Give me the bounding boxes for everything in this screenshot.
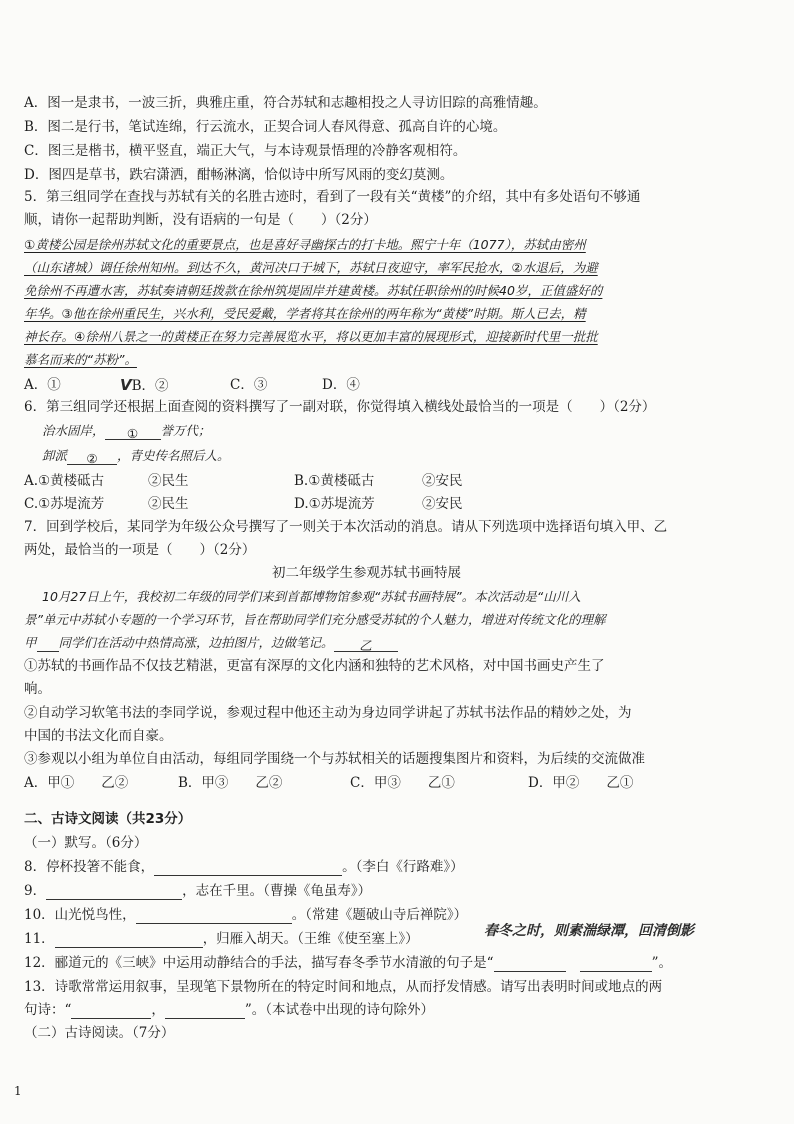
q7-news-title: 初二年级学生参观苏轼书画特展 bbox=[272, 565, 461, 581]
q5-passage-line-3: 免徐州不再遭水害，苏轼奏请朝廷拨款在徐州筑堤固岸并建黄楼。苏轼任职徐州的时候40岁，正值盛好的 bbox=[24, 283, 603, 298]
q5-passage-line-2: （山东诸城）调任徐州知州。到达不久，黄河决口于城下，苏轼日夜迎守，率军民抢水，②水退后，为避 bbox=[24, 260, 598, 275]
q5-option-a: A．① bbox=[24, 377, 61, 393]
q13-prompt: 句诗：“ bbox=[24, 1002, 72, 1018]
q7-news-line-3 bbox=[24, 634, 398, 652]
q7-stem-2: 两处，最恰当的一项是（ ）（2分） bbox=[24, 542, 256, 558]
q4-option-c: C．图三是楷书，横平竖直，端正大气，与本诗观景悟理的冷静客观相符。 bbox=[24, 143, 467, 159]
q5-passage-line-5: 神长存。④徐州八景之一的黄楼正在努力完善展览水平，将以更加丰富的展现形式，迎接新时代里一批批 bbox=[24, 329, 598, 344]
couplet-1-start: 治水固岸， bbox=[42, 423, 105, 438]
q6-option-a1: A.①黄楼砥古 bbox=[24, 473, 105, 489]
q9-source: ，志在千里。（曹操《龟虽寿》） bbox=[182, 883, 372, 899]
q12-blank-1[interactable] bbox=[494, 957, 566, 972]
q13-end: ”。（本试卷中出现的诗句除外） bbox=[244, 1002, 435, 1018]
q11-number: 11． bbox=[24, 931, 55, 947]
q5-stem-1: 5．第三组同学在查找与苏轼有关的名胜古迹时，看到了一段有关“黄楼”的介绍，其中有多处语句不够通 bbox=[24, 189, 641, 205]
q7-news-line-1: 10月27日上午，我校初二年级的同学们来到首都博物馆参观“苏轼书画特展”。本次活动是“山川入 bbox=[42, 589, 581, 604]
q8-prompt: 8．停杯投箸不能食， bbox=[24, 859, 155, 875]
q12-prompt: 12．郦道元的《三峡》中运用动静结合的手法，描写春冬季节水清澈的句子是“ bbox=[24, 955, 494, 971]
q13-line-2 bbox=[24, 1001, 434, 1019]
q11-source: ，归雁入胡天。（王维《使至塞上》） bbox=[202, 931, 419, 947]
q7-option-d: D．甲② 乙① bbox=[528, 775, 634, 791]
q13-blank-1[interactable] bbox=[71, 1004, 151, 1019]
page-number: 1 bbox=[14, 1084, 22, 1098]
check-mark: V bbox=[120, 376, 132, 394]
news-blank-yi-label: 乙 bbox=[359, 638, 372, 653]
exam-page bbox=[24, 0, 774, 1124]
q6-option-b1: B.①黄楼砥古 bbox=[294, 473, 375, 489]
q13-blank-2[interactable] bbox=[165, 1004, 245, 1019]
q5-option-c: C．③ bbox=[230, 377, 268, 393]
news-line-3-text: 同学们在活动中热情高涨，边拍图片，边做笔记。 bbox=[58, 635, 334, 650]
q6-option-d1: D.①苏堤流芳 bbox=[294, 496, 375, 512]
q7-item-2a: ②自动学习软笔书法的李同学说，参观过程中他还主动为身边同学讲起了苏轼书法作品的精妙之处，为 bbox=[24, 705, 632, 721]
q5-passage-line-4: 年华。③他在徐州重民生，兴水利，受民爱戴，学者将其在徐州的两年称为“黄楼”时期。斯人已去，精 bbox=[24, 306, 586, 321]
couplet-2-blank: ② bbox=[86, 451, 98, 466]
q4-option-d: D．图四是草书，跌宕潇洒，酣畅淋漓，恰似诗中所写风雨的变幻莫测。 bbox=[24, 167, 454, 183]
q6-option-c2: ②民生 bbox=[148, 496, 189, 512]
q13-line-1: 13．诗歌常常运用叙事，呈现笔下景物所在的特定时间和地点，从而抒发情感。请写出表明时间或地点的两 bbox=[24, 979, 663, 995]
q9-answer-blank[interactable] bbox=[46, 885, 182, 900]
q5-option-d: D．④ bbox=[322, 377, 360, 393]
section-2-title: 二、古诗文阅读（共23分） bbox=[24, 811, 192, 827]
q6-stem: 6．第三组同学还根据上面查阅的资料撰写了一副对联，你觉得填入横线处最恰当的一项是（ ）（2分） bbox=[24, 399, 656, 415]
section-2-sub-2: （二）古诗阅读。（7分） bbox=[24, 1025, 175, 1041]
couplet-2-start: 卸派 bbox=[42, 448, 68, 463]
q7-option-c: C．甲③ 乙① bbox=[350, 775, 455, 791]
q5-passage-line-1: ①黄楼公园是徐州苏轼文化的重要景点，也是喜好寻幽探古的打卡地。熙宁十年（1077），苏轼由密州 bbox=[24, 237, 586, 252]
couplet-1-end: 誉万代； bbox=[160, 423, 211, 438]
q5-option-b bbox=[120, 376, 169, 395]
q5-passage-line-6: 慕名而来的“苏粉”。 bbox=[24, 352, 137, 367]
q7-item-3a: ③参观以小组为单位自由活动，每组同学围绕一个与苏轼相关的话题搜集图片和资料，为后续的交流做准 bbox=[24, 751, 645, 767]
q7-item-1a: ①苏轼的书画作品不仅技艺精湛，更富有深厚的文化内涵和独特的艺术风格，对中国书画史产生了 bbox=[24, 658, 605, 674]
q8-line bbox=[24, 858, 464, 876]
q12-end: ”。 bbox=[651, 955, 672, 971]
q12-line bbox=[24, 954, 672, 972]
q4-option-a: A．图一是隶书，一波三折，典雅庄重，符合苏轼和志趣相投之人寻访旧踪的高雅情趣。 bbox=[24, 95, 547, 111]
q9-line bbox=[24, 882, 371, 900]
q6-couplet-2 bbox=[42, 447, 230, 465]
q10-line bbox=[24, 906, 467, 924]
q10-source: 。（常建《题破山寺后禅院》） bbox=[291, 907, 468, 923]
q4-option-b: B．图二是行书，笔试连绵，行云流水，正契合词人春风得意、孤高自许的心境。 bbox=[24, 119, 507, 135]
q8-source: 。（李白《行路难》） bbox=[342, 859, 464, 875]
q6-option-b2: ②安民 bbox=[422, 473, 463, 489]
q6-option-a2: ②民生 bbox=[148, 473, 189, 489]
q5-stem-2: 顺，请你一起帮助判断，没有语病的一句是（ ）（2分） bbox=[24, 212, 377, 228]
q6-option-d2: ②安民 bbox=[422, 496, 463, 512]
couplet-2-end: ，青史传名照后人。 bbox=[117, 448, 230, 463]
q7-item-1b: 响。 bbox=[24, 681, 51, 697]
section-2-sub-1: （一）默写。（6分） bbox=[24, 835, 148, 851]
q6-couplet-1 bbox=[42, 422, 211, 440]
q11-answer-blank[interactable] bbox=[55, 933, 203, 948]
q6-option-c1: C.①苏堤流芳 bbox=[24, 496, 105, 512]
q7-option-a: A．甲① 乙② bbox=[24, 775, 129, 791]
q9-number: 9． bbox=[24, 883, 47, 899]
q7-option-b: B．甲③ 乙② bbox=[178, 775, 283, 791]
q11-line bbox=[24, 930, 419, 948]
q7-item-2b: 中国的书法文化而自豪。 bbox=[24, 728, 173, 744]
q7-stem-1: 7．回到学校后，某同学为年级公众号撰写了一则关于本次活动的消息。请从下列选项中选择语句填入甲、乙 bbox=[24, 519, 668, 535]
couplet-1-blank: ① bbox=[126, 426, 139, 441]
q5-option-b-label: B．② bbox=[131, 378, 169, 394]
q12-handwritten-answer: 春冬之时，则素湍绿潭，回清倒影 bbox=[484, 923, 694, 939]
news-blank-jia-label: 甲 bbox=[24, 635, 37, 650]
q12-blank-2[interactable] bbox=[580, 957, 652, 972]
q10-answer-blank[interactable] bbox=[136, 909, 292, 924]
q7-news-line-2: 景”单元中苏轼小专题的一个学习环节，旨在帮助同学们充分感受苏轼的个人魅力，增进对传统文化的理解 bbox=[24, 612, 606, 627]
q8-answer-blank[interactable] bbox=[154, 861, 342, 876]
q13-comma: ， bbox=[151, 1002, 165, 1018]
q10-prompt: 10．山光悦鸟性， bbox=[24, 907, 136, 923]
